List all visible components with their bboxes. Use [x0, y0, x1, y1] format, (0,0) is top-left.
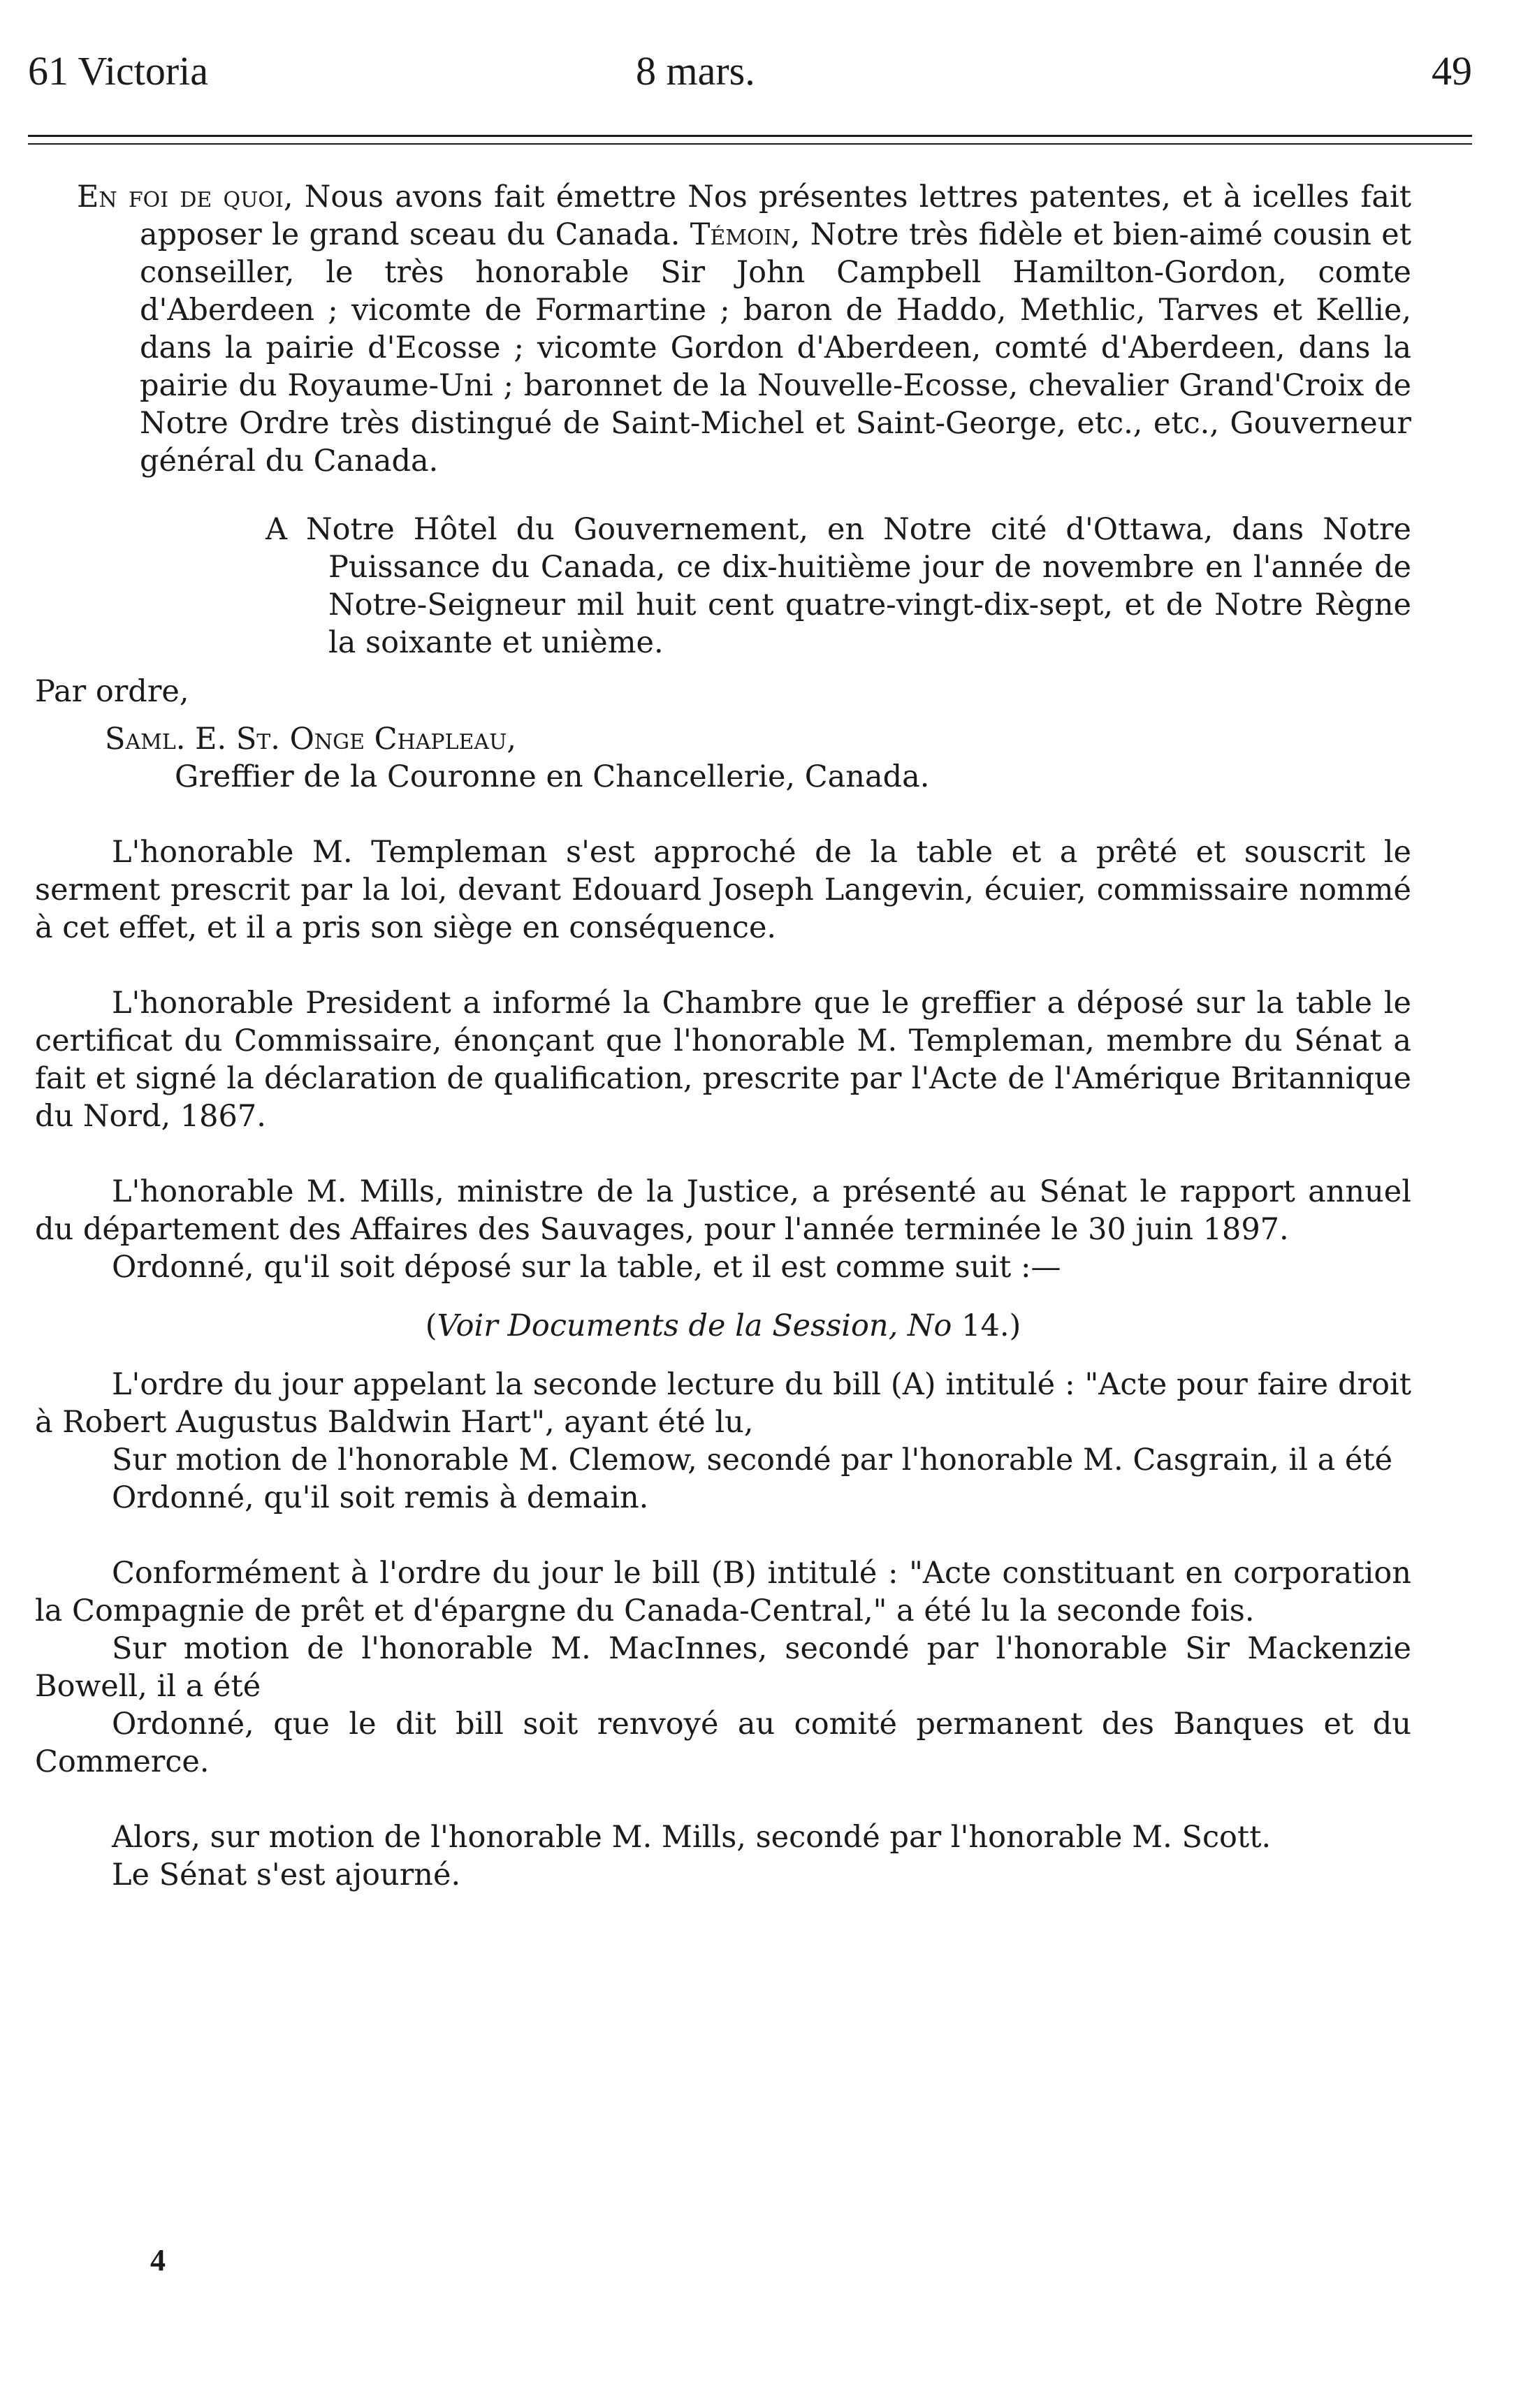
given-at-paragraph: A Notre Hôtel du Gouvernement, en Notre cité d'Ottawa, dans Notre Puissance du Canada, ce dix-huitième jour de novembre en l'année de Notre-Seigneur mil huit cent quatre-vingt-dix-sept, et de Notre Règne la soixante et unième.	[265, 512, 1411, 660]
paragraph-macinnes-motion: Sur motion de l'honorable M. MacInnes, secondé par l'honorable Sir Mackenzie Bowell, il a été	[35, 1631, 1411, 1704]
header-rule-top	[28, 135, 1472, 137]
document-body	[35, 178, 1411, 1894]
temoin-word: Témoin,	[690, 217, 801, 252]
signatory-name: Saml. E. St. Onge Chapleau,	[105, 722, 517, 757]
paragraph-clemow-motion: Sur motion de l'honorable M. Clemow, secondé par l'honorable M. Casgrain, il a été	[112, 1443, 1393, 1477]
header-date: 8 mars.	[636, 48, 755, 94]
paragraph-templeman-oath: L'honorable M. Templeman s'est approché de la table et a prêté et souscrit le serment prescrit par la loi, devant Edouard Joseph Langevin, écuier, commissaire nommé à cet effet, et il a pris son siège en conséquence.	[35, 835, 1411, 945]
signature-mark: 4	[150, 2243, 166, 2277]
paragraph-bill-b: Conformément à l'ordre du jour le bill (B) intitulé : "Acte constituant en corporation la Compagnie de prêt et d'épargne du Canada-Central," a été lu la seconde fois.	[35, 1556, 1411, 1628]
paragraph-remis-demain: Ordonné, qu'il soit remis à demain.	[112, 1480, 649, 1515]
signatory-title: Greffier de la Couronne en Chancellerie, Canada.	[175, 759, 930, 794]
paragraph-president-certificate: L'honorable President a informé la Chambre que le greffier a déposé sur la table le certificat du Commissaire, énonçant que l'honorable M. Templeman, membre du Sénat a fait et signé la déclaration de qualification, prescrite par l'Acte de l'Amérique Britannique du Nord, 1867.	[35, 986, 1411, 1134]
reference-number: 14.)	[952, 1308, 1021, 1343]
paragraph-renvoye-comite: Ordonné, que le dit bill soit renvoyé au comité permanent des Banques et du Commerce.	[35, 1707, 1411, 1779]
paragraph-bill-a: L'ordre du jour appelant la seconde lecture du bill (A) intitulé : "Acte pour faire droit à Robert Augustus Baldwin Hart", ayant été lu,	[35, 1367, 1411, 1440]
header-regnal-year: 61 Victoria	[28, 48, 208, 94]
signature-block	[35, 720, 1411, 796]
proclamation-paragraph	[35, 178, 1411, 480]
reference-text: Voir Documents de la Session, No	[437, 1308, 952, 1343]
par-ordre: Par ordre,	[35, 674, 189, 709]
paragraph-senat-ajourne: Le Sénat s'est ajourné.	[112, 1858, 461, 1892]
session-document-reference: (Voir Documents de la Session, No 14.)	[425, 1308, 1021, 1343]
header-rule-bottom	[28, 143, 1472, 145]
lead-words: En foi de quoi,	[77, 180, 293, 214]
page-number: 49	[1432, 48, 1472, 94]
running-header	[28, 43, 1472, 99]
paragraph-ordonne-depose: Ordonné, qu'il soit déposé sur la table, et il est comme suit :—	[112, 1250, 1061, 1285]
paragraph-mills-report: L'honorable M. Mills, ministre de la Justice, a présenté au Sénat le rapport annuel du département des Affaires des Sauvages, pour l'année terminée le 30 juin 1897.	[35, 1174, 1411, 1247]
proclamation-rest: Notre très fidèle et bien-aimé cousin et conseiller, le très honorable Sir John Campbell Hamilton-Gordon, comte d'Aberdeen ; vicomte de Formartine ; baron de Haddo, Methlic, Tarves et Kellie, dans la pairie d'Ecosse ; vicomte Gordon d'Aberdeen, comté d'Aberdeen, dans la pairie du Royaume-Uni ; baronnet de la Nouvelle-Ecosse, chevalier Grand'Croix de Notre Ordre très distingué de Saint-Michel et Saint-George, etc., etc., Gouverneur général du Canada.	[140, 217, 1412, 479]
paragraph-adjournment-motion: Alors, sur motion de l'honorable M. Mills, secondé par l'honorable M. Scott.	[112, 1820, 1272, 1855]
proclamation-text: Nous avons fait émettre Nos présentes lettres patentes, et à icelles fait apposer le grand sceau du Canada.	[140, 180, 1411, 252]
